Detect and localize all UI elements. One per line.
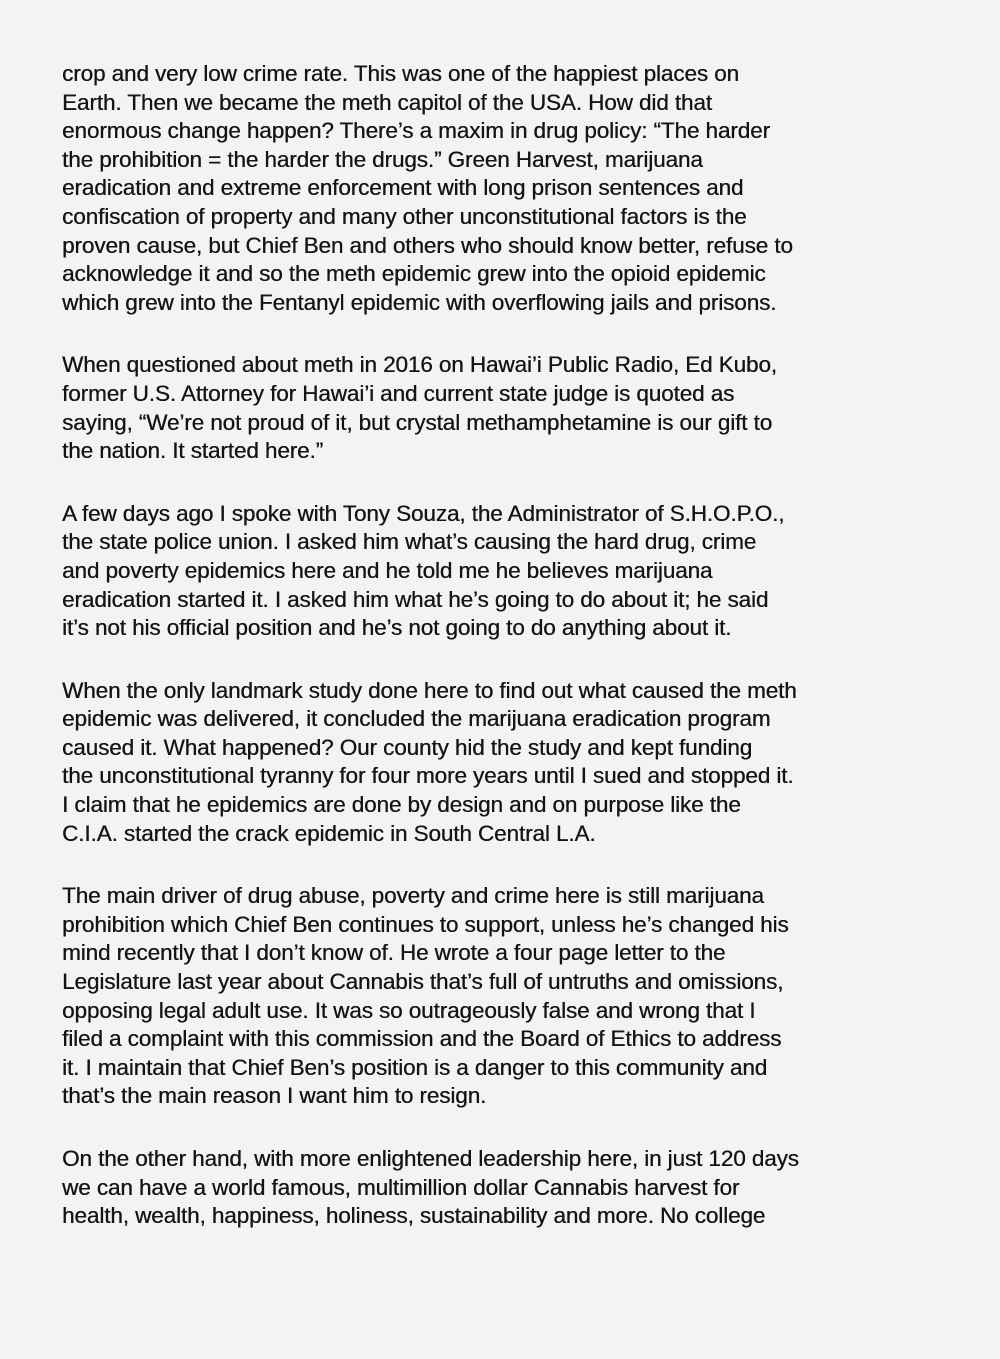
text-line: and poverty epidemics here and he told me he believes marijuana — [62, 557, 713, 583]
text-line: mind recently that I don’t know of. He wrote a four page letter to the — [62, 940, 726, 966]
text-line: we can have a world famous, multimillion dollar Cannabis harvest for — [62, 1174, 740, 1200]
text-line: health, wealth, happiness, holiness, sustainability and more. No college — [62, 1203, 766, 1229]
text-line: the unconstitutional tyranny for four more years until I sued and stopped it. — [62, 763, 794, 789]
text-line: saying, “We’re not proud of it, but crystal methamphetamine is our gift to — [62, 409, 773, 435]
paragraph — [62, 677, 962, 849]
text-line: enormous change happen? There’s a maxim in drug policy: “The harder — [62, 118, 770, 144]
text-line: prohibition which Chief Ben continues to support, unless he’s changed his — [62, 911, 789, 937]
paragraph — [62, 1145, 962, 1231]
text-line: Earth. Then we became the meth capitol of the USA. How did that — [62, 89, 712, 115]
text-line: I claim that he epidemics are done by design and on purpose like the — [62, 792, 741, 818]
paragraph — [62, 60, 962, 317]
text-line: crop and very low crime rate. This was one of the happiest places on — [62, 61, 739, 86]
text-line: filed a complaint with this commission and the Board of Ethics to address — [62, 1026, 782, 1052]
paragraph — [62, 882, 962, 1111]
text-line: the state police union. I asked him what’s causing the hard drug, crime — [62, 529, 757, 555]
text-line: caused it. What happened? Our county hid the study and kept funding — [62, 734, 753, 760]
text-line: eradication started it. I asked him what he’s going to do about it; he said — [62, 586, 769, 612]
text-line: epidemic was delivered, it concluded the marijuana eradication program — [62, 706, 771, 732]
text-line: the prohibition = the harder the drugs.” Green Harvest, marijuana — [62, 146, 703, 172]
text-line: the nation. It started here.” — [62, 438, 324, 464]
text-line: opposing legal adult use. It was so outrageously false and wrong that I — [62, 997, 756, 1023]
paragraph — [62, 351, 962, 465]
text-line: it. I maintain that Chief Ben’s position is a danger to this community and — [62, 1054, 768, 1080]
text-line: C.I.A. started the crack epidemic in South Central L.A. — [62, 820, 596, 846]
text-line: it’s not his official position and he’s not going to do anything about it. — [62, 615, 732, 641]
text-line: former U.S. Attorney for Hawai’i and current state judge is quoted as — [62, 380, 735, 406]
document-page — [62, 60, 962, 1265]
text-line: confiscation of property and many other unconstitutional factors is the — [62, 203, 747, 229]
text-line: The main driver of drug abuse, poverty and crime here is still marijuana — [62, 883, 764, 909]
text-line: Legislature last year about Cannabis that’s full of untruths and omissions, — [62, 969, 784, 995]
text-line: When the only landmark study done here to find out what caused the meth — [62, 677, 797, 703]
text-line: that’s the main reason I want him to resign. — [62, 1083, 487, 1109]
text-line: eradication and extreme enforcement with long prison sentences and — [62, 175, 744, 201]
paragraph — [62, 500, 962, 643]
text-line: acknowledge it and so the meth epidemic grew into the opioid epidemic — [62, 261, 766, 287]
text-line: On the other hand, with more enlightened leadership here, in just 120 days — [62, 1146, 799, 1171]
text-line: proven cause, but Chief Ben and others who should know better, refuse to — [62, 232, 793, 258]
text-line: which grew into the Fentanyl epidemic with overflowing jails and prisons. — [62, 289, 777, 315]
text-line: When questioned about meth in 2016 on Hawai’i Public Radio, Ed Kubo, — [62, 352, 777, 378]
text-line: A few days ago I spoke with Tony Souza, the Administrator of S.H.O.P.O., — [62, 500, 785, 526]
